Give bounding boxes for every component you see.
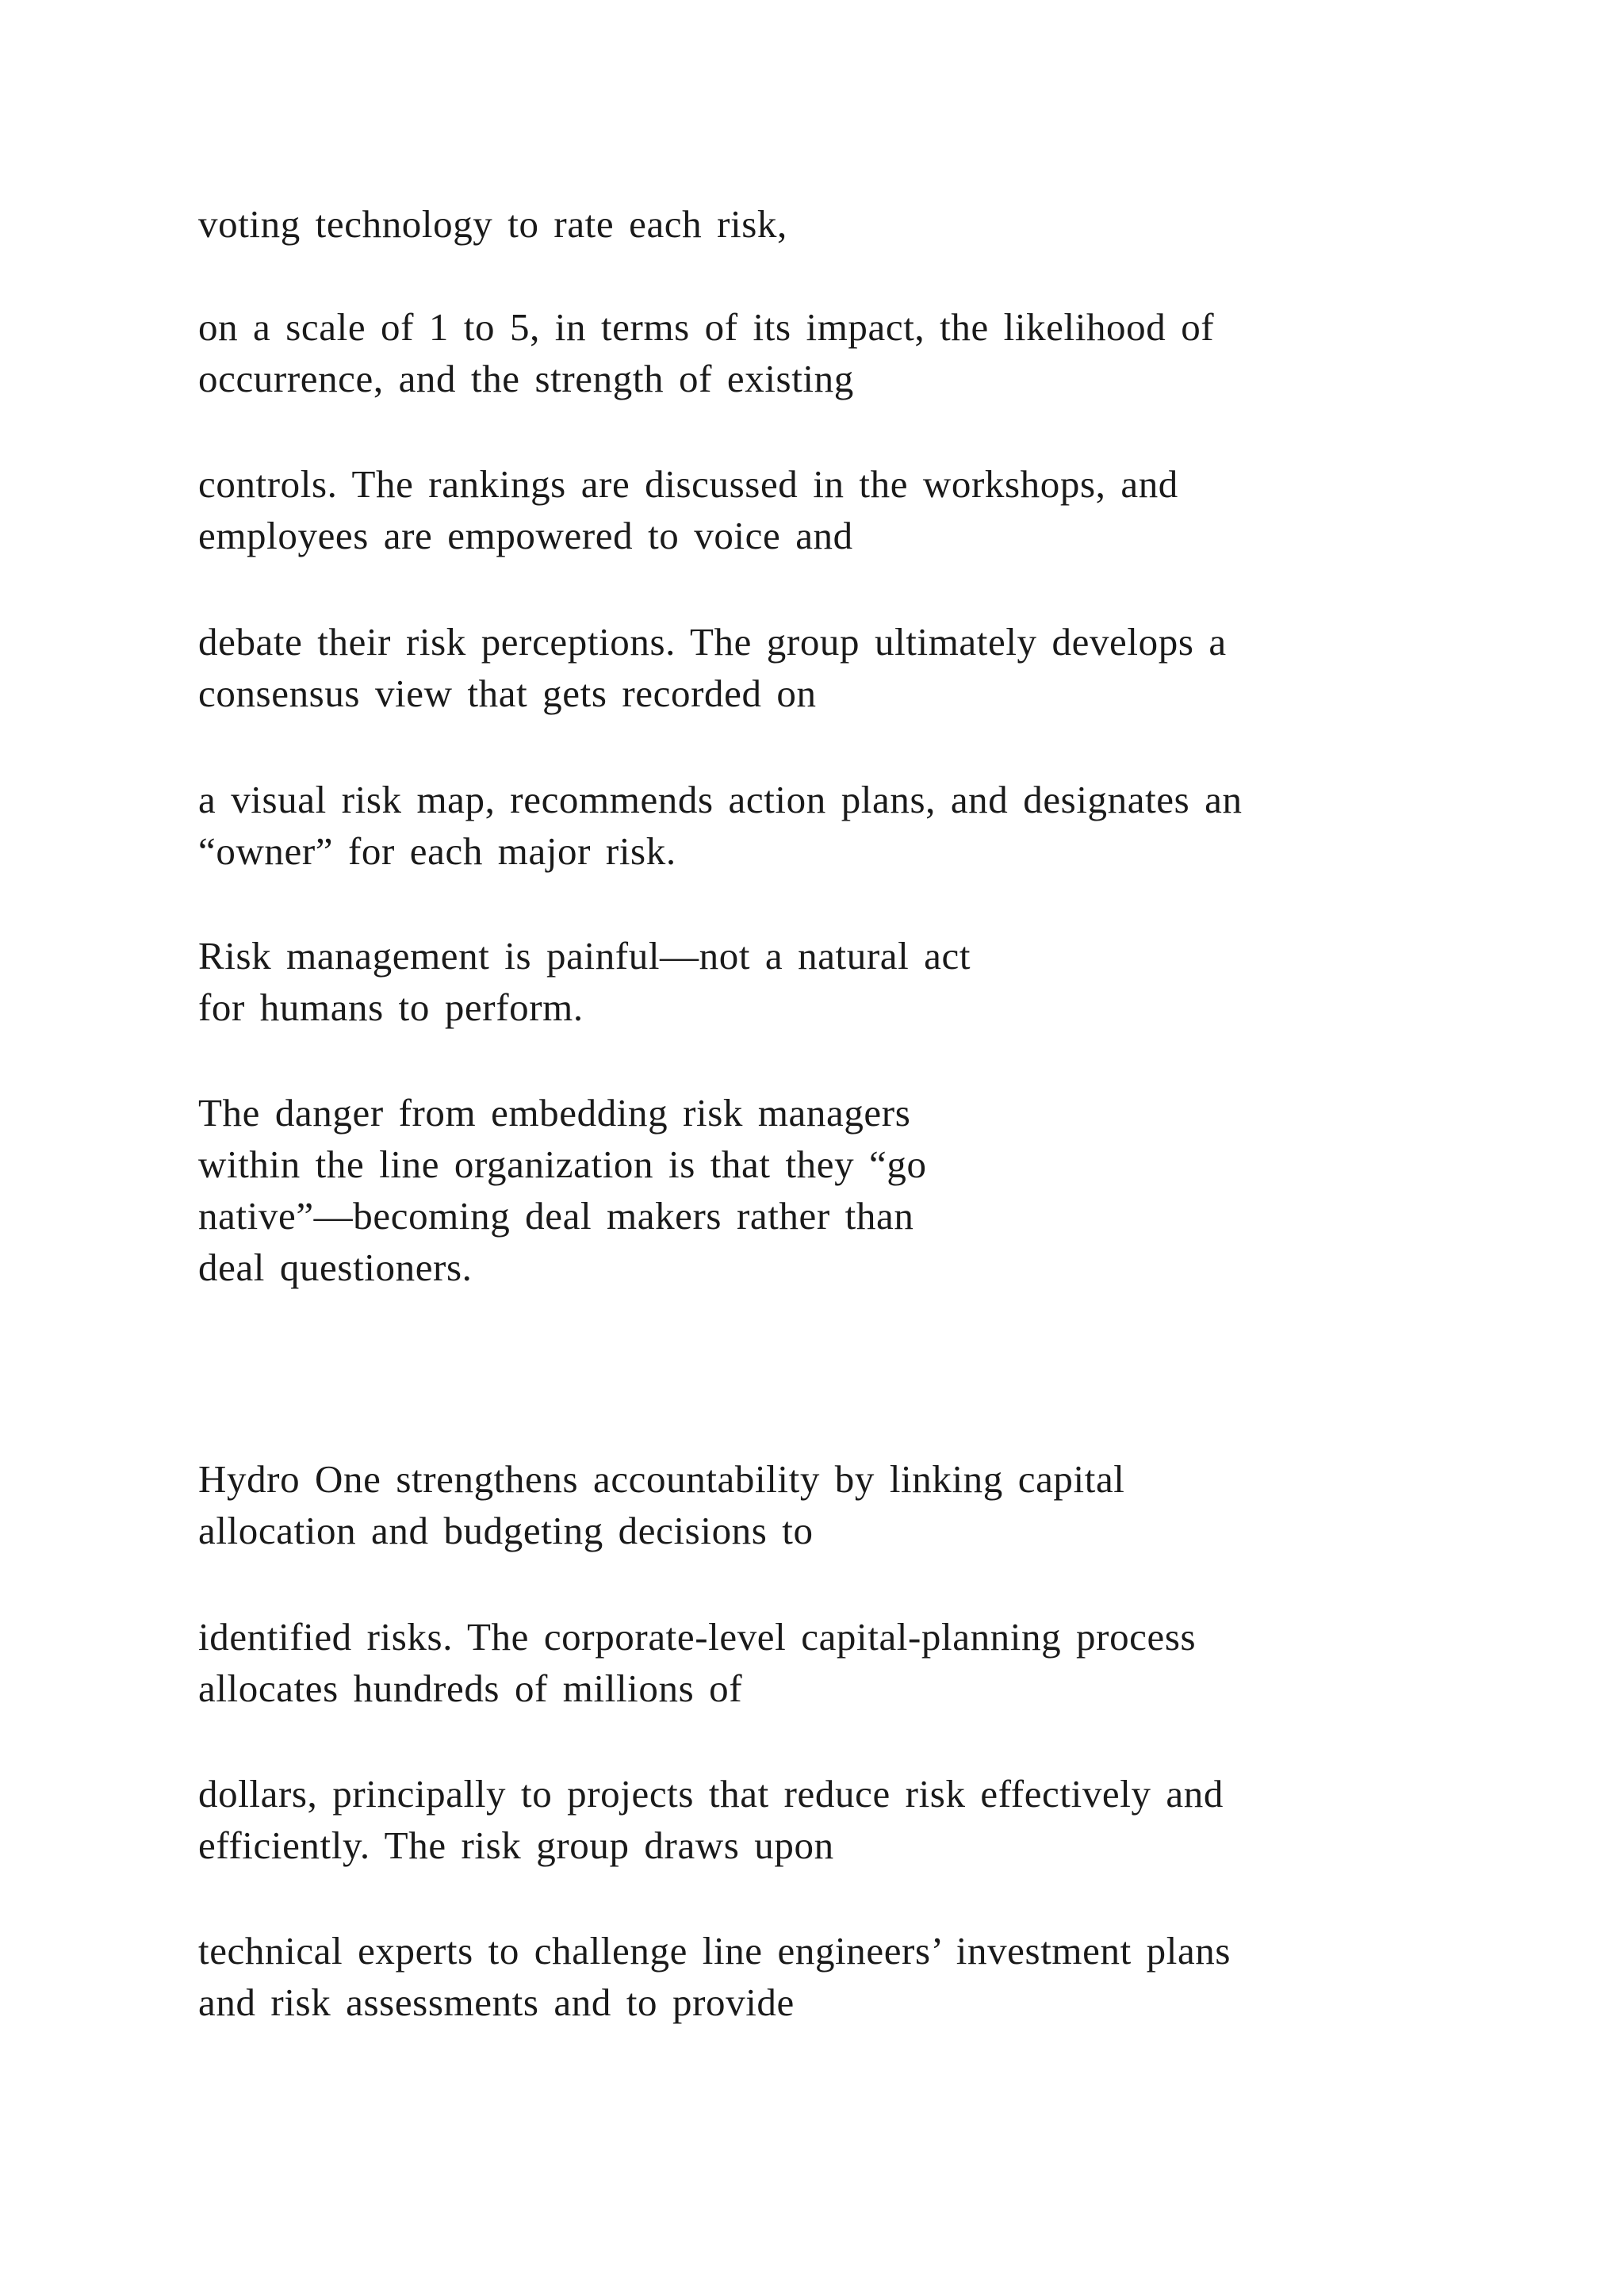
paragraph-3 — [198, 458, 1178, 561]
paragraph-line: debate their risk perceptions. The group ultimately develops a — [198, 620, 1227, 664]
paragraph-line: Risk management is painful—not a natural act — [198, 934, 971, 978]
paragraph-5 — [198, 774, 1243, 877]
paragraph-7 — [198, 1087, 927, 1293]
paragraph-line: deal questioners. — [198, 1246, 473, 1289]
paragraph-line: a visual risk map, recommends action plans, and designates an — [198, 778, 1243, 821]
paragraph-line: on a scale of 1 to 5, in terms of its impact, the likelihood of — [198, 305, 1215, 349]
paragraph-1 — [198, 198, 787, 250]
paragraph-11 — [198, 1925, 1231, 2028]
paragraph-line: efficiently. The risk group draws upon — [198, 1823, 834, 1867]
paragraph-line: occurrence, and the strength of existing — [198, 357, 854, 400]
paragraph-line: technical experts to challenge line engineers’ investment plans — [198, 1929, 1231, 1973]
paragraph-6 — [198, 930, 971, 1033]
paragraph-line: and risk assessments and to provide — [198, 1980, 795, 2024]
paragraph-line: employees are empowered to voice and — [198, 514, 853, 557]
paragraph-line: Hydro One strengthens accountability by linking capital — [198, 1457, 1125, 1501]
paragraph-9 — [198, 1611, 1196, 1714]
paragraph-line: identified risks. The corporate-level capital-planning process — [198, 1615, 1197, 1659]
paragraph-10 — [198, 1768, 1224, 1871]
paragraph-2 — [198, 301, 1214, 404]
paragraph-line: for humans to perform. — [198, 985, 584, 1029]
paragraph-line: The danger from embedding risk managers — [198, 1091, 911, 1135]
paragraph-line: dollars, principally to projects that reduce risk effectively and — [198, 1772, 1224, 1816]
paragraph-line: consensus view that gets recorded on — [198, 672, 817, 715]
paragraph-4 — [198, 616, 1227, 719]
paragraph-8 — [198, 1453, 1125, 1556]
paragraph-line: “owner” for each major risk. — [198, 829, 676, 873]
paragraph-line: native”—becoming deal makers rather than — [198, 1194, 914, 1238]
paragraph-line: voting technology to rate each risk, — [198, 202, 787, 246]
paragraph-line: within the line organization is that they “go — [198, 1142, 927, 1186]
paragraph-line: allocates hundreds of millions of — [198, 1667, 743, 1710]
paragraph-line: allocation and budgeting decisions to — [198, 1509, 814, 1552]
paragraph-line: controls. The rankings are discussed in the workshops, and — [198, 462, 1178, 506]
